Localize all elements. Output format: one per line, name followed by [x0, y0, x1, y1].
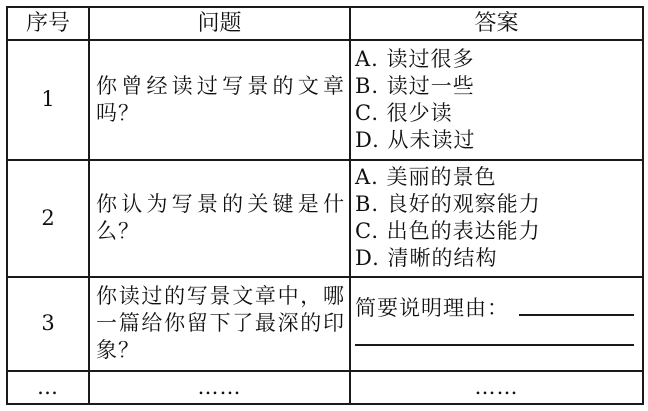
- answer-open: [350, 277, 643, 370]
- table-row: [7, 371, 643, 404]
- row-number: …: [7, 371, 89, 404]
- table-row: [7, 40, 643, 160]
- question-cell: ……: [89, 371, 350, 404]
- header-question: 问题: [89, 7, 350, 40]
- answer-options: [350, 160, 643, 278]
- option-d: D. 从未读过: [355, 127, 476, 152]
- answer-blank-line-2: [355, 344, 634, 346]
- reason-prompt: 简要说明理由：: [355, 296, 509, 321]
- reason-prompt-line: [355, 295, 638, 322]
- question-cell: 你曾经读过写景的文章吗？: [89, 40, 350, 160]
- row-number: 2: [7, 160, 89, 278]
- answer-blank-line: [519, 314, 634, 316]
- answer-cell: ……: [350, 371, 643, 404]
- option-b: B. 良好的观察能力: [355, 192, 541, 217]
- question-cell: 你读过的写景文章中，哪一篇给你留下了最深的印象？: [89, 277, 350, 370]
- survey-table: [6, 6, 644, 405]
- option-d: D. 清晰的结构: [355, 246, 498, 271]
- option-a: A. 美丽的景色: [355, 165, 497, 190]
- table-row: [7, 277, 643, 370]
- answer-options: [350, 40, 643, 160]
- option-b: B. 读过一些: [355, 73, 475, 98]
- row-number: 1: [7, 40, 89, 160]
- header-row: [7, 7, 643, 40]
- option-a: A. 读过很多: [355, 46, 475, 71]
- option-c: C. 很少读: [355, 100, 453, 125]
- option-c: C. 出色的表达能力: [355, 219, 541, 244]
- row-number: 3: [7, 277, 89, 370]
- table-row: [7, 160, 643, 278]
- question-cell: 你认为写景的关键是什么？: [89, 160, 350, 278]
- header-answer: 答案: [350, 7, 643, 40]
- header-no: 序号: [7, 7, 89, 40]
